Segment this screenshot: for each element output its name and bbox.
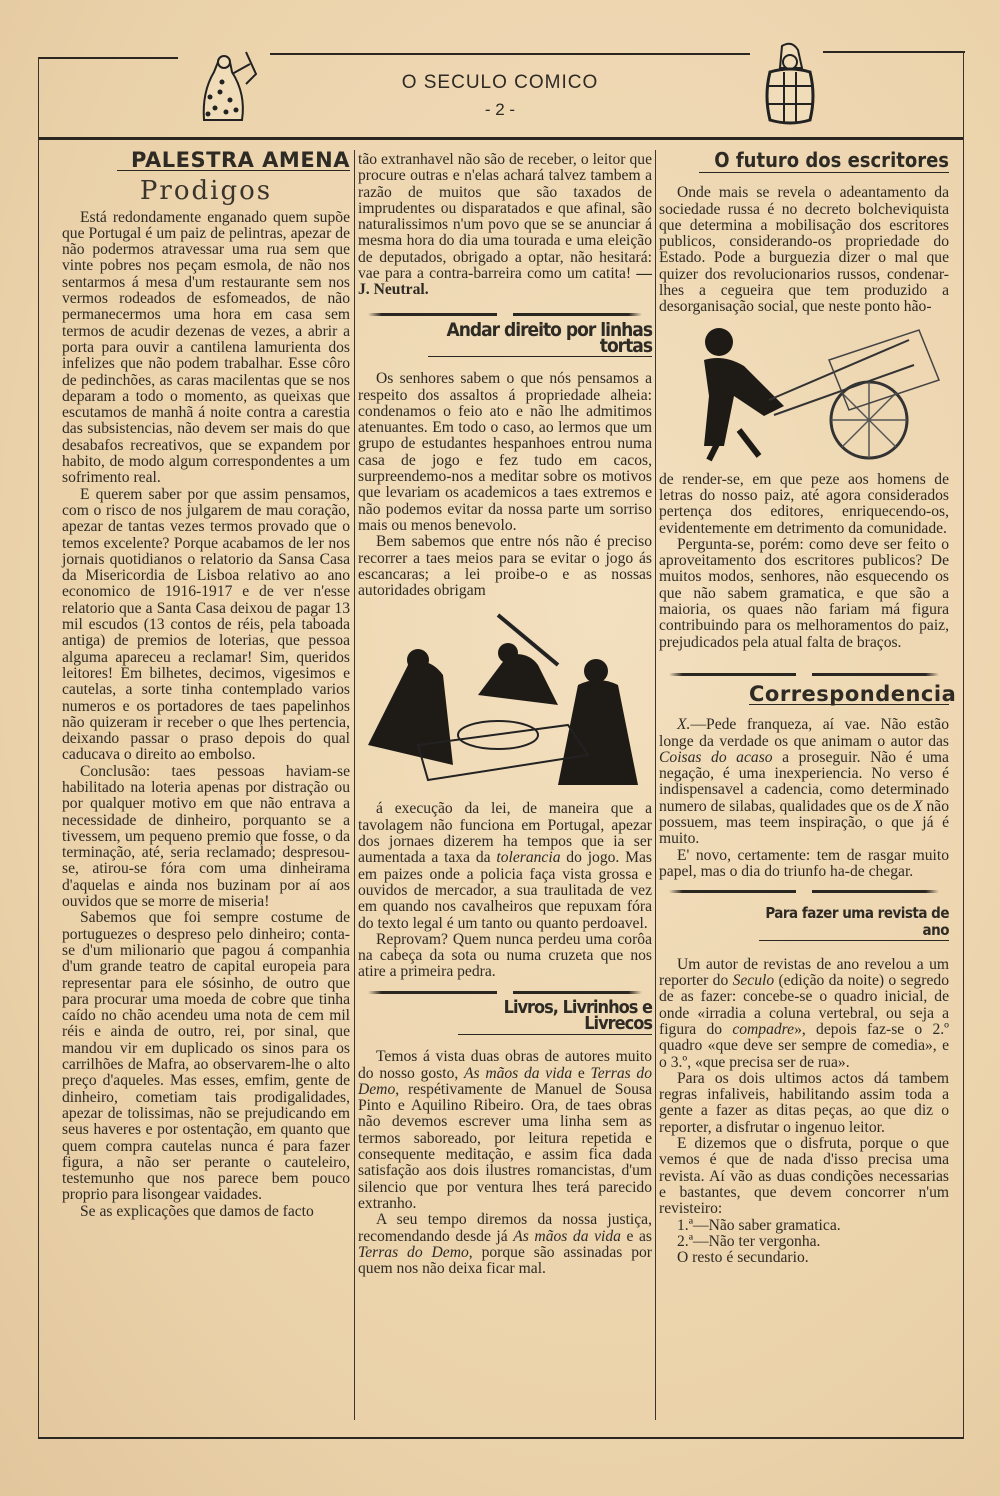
paragraph (358, 1049, 652, 1212)
list-item: 1.ª—Não saber gramatica. (677, 1216, 841, 1234)
section-divider (368, 313, 642, 316)
paragraph: tão extranhavel não são de receber, o leitor que procure outras e n'elas achará talvez tambem a razão de muitos que são taxados de imprudentes ou disparatados e que afinal, são naturalissimos n'um povo que se se anunciar á mesma hora do dia uma tourada e uma eleição de deputados, obrigado a optar, não hesitará: vae para a contra-barreira como um catita! (358, 151, 652, 283)
paragraph: Pergunta-se, porém: como deve ser feito o aproveitamento dos escritores publicos? De muitos modos, senhores, não esquecendo os que não sabem gramatica, e que são a maioria, os quaes não fariam má figura contribuindo para os melhoramentos do paiz, prejudicados pela atual falta de braços. (659, 535, 949, 651)
header-rule (823, 51, 965, 53)
text: , respétivamente de Manuel de Sousa Pinto e Aquilino Ribeiro. Ora, de taes obras não devemos escrever uma linha sem as termos saboreado, por leitura repetida e consequente meditação, e assim fica dada satisfação aos dois ilustres romancistas, d'um silencio que por ventura lhes terá parecido extranho. (358, 1080, 652, 1212)
section-heading: PALESTRA AMENA (117, 152, 350, 171)
article-title: Para fazer uma revista de ano (759, 905, 949, 941)
list-item: 2.ª—Não ter vergonha. (677, 1232, 821, 1250)
article-title: O futuro dos escritores (714, 148, 949, 172)
footer-rule (38, 1437, 963, 1439)
paragraph: Bem sabemos que entre nós não é preciso recorrer a taes meios para se evitar o jogo ás escancaras; a lei proibe-o e as nossas autoridades obrigam (358, 533, 652, 600)
man-pulling-cart-illustration (659, 320, 949, 468)
text: —Pede franqueza, aí vae. Não estão longe da verdade os que animam o autor das (659, 716, 949, 750)
paragraph (358, 801, 652, 931)
text: », depois faz-se o 2.º quadro «que deve ser sempre de comedia», e o 3.º, «que precisa ser de rua». (659, 1020, 949, 1071)
text: (edição da noite) o segredo de as fazer: concebe-se o quadro inicial, de onde «irradia a coluna vertebral, ou seja a figura do (659, 972, 949, 1038)
article-title: Correspondencia (749, 681, 957, 706)
book-title: Terras do Demo (358, 1243, 469, 1261)
text: e (572, 1064, 591, 1082)
paragraph: E dizemos que o disfruta, porque o que vemos é que de nada d'isso precisa uma revista. Aí vão as duas condições necessarias e bastantes, que devem concorrer n'um revisteiro: (659, 1135, 949, 1218)
students-smashing-gambling-table-illustration (358, 605, 652, 795)
paragraph: Para os dois ultimos actos dá tambem regras infaliveis, habilitando assim toda a gente a fazer as ditas peças, ao que diz o reporter, a disfrutar o ingenuo leitor. (659, 1069, 949, 1136)
paragraph: Os senhores sabem o que nós pensamos a respeito dos assaltos á propriedade alheia: condenamos o feio ato e não lhe admitimos atenuantes. Em todo o caso, ao lermos que um grupo de estudantes hespanhoes entrou numa casa de jogo e fez tudo em cacos, surpreendemo-nos a meditar sobre os motivos que levariam os academicos a taes extremos e não podemos evitar da nossa parte um sorriso mais ou menos benevolo. (358, 370, 652, 534)
column-2 (358, 152, 652, 1277)
text: a proseguir. Não é uma negação, é uma inexperiencia. No verso é indispensavel a cadencia, como determinado numero de silabas, qualidades que os de (659, 748, 949, 815)
italic-text: Coisas do acaso (659, 748, 773, 766)
section-divider (669, 890, 939, 893)
italic-text: compadre (732, 1020, 795, 1038)
text: , porque são assinadas por quem nos não deixa ficar mal. (358, 1243, 653, 1278)
column-separator (354, 150, 355, 1420)
header-bottom-rule (38, 137, 963, 140)
column-3 (659, 148, 957, 1267)
text: do jogo. Mas em paizes onde a policia faça vista grossa e ouvidos de mercador, a sua traulitada de vez em quando nos cavalheiros que repuxam fóra do texto legal é um tanto ou quanto perdoavel. (358, 849, 652, 932)
paragraph: de render-se, em que peze aos homens de letras do nosso paiz, até agora considerados pertença dos editores, enriquecendo-os, evidentemente em detrimento da comunidade. (659, 470, 949, 537)
book-title: Terras do Demo (358, 1064, 652, 1098)
section-divider (669, 673, 939, 676)
paragraph (659, 717, 949, 847)
column-1 (62, 148, 350, 1220)
text: A seu tempo diremos da nossa justiça, recomendando desde já (358, 1211, 652, 1245)
page-number: - 2 - (484, 100, 516, 119)
signature: — J. Neutral. (358, 265, 652, 299)
paragraph: Sabemos que foi sempre costume de portuguezes o despreso pelo dinheiro; conta-se d'um milionario que pagou á companhia d'um grande teatro de capital europeia para representar para ele sósinho, de outro que para procurar uma moeda de cobre que tinha caído no chão acendeu uma nota de cem mil réis e ainda de outro, rei, por sinal, que mandou vir em duplicado os sinos para os carrilhões de Mafra, ao observarem-lhe o alto preço d'aqueles. Mas esses, emfim, gente de dinheiro, cometiam tais prodigalidades, apezar de tolissimas, não se prejudicando em seus haveres e por ostentação, em quanto que quem compra cautelas nunca é para fazer figura, a não ser perante o cauteleiro, testemunho que nos parece bem pouco proprio para lisongear vaidades. (62, 909, 350, 1204)
paragraph: Onde mais se revela o adeantamento da sociedade russa é no decreto bolcheviquista que determina a mobilisação dos escritores publicos, considerando-os propriedade do Estado. Pode a burguezia dizer o mal que quizer dos revolucionarios russos, condenar-lhes a cegueira que tem produzido a desorganisação social, que neste ponto hão- (659, 184, 949, 316)
paragraph: E querem saber por que assim pensamos, com o risco de nos julgarem de mau coração, apezar de tantas vezes termos provado que o temos excelente? Porque acabamos de ler nos jornais quotidianos o relatorio da Sansa Casa da Misericordia de Lisboa relativo ao ano economico de 1916-1917 e de ver n'esse relatorio que a Santa Casa deixou de pagar 13 mil escudos (13 contos de réis, pela taboada antiga) de premios de loterias, que pessoa alguma apareceu a reclamar! Sim, queridos leitores! Em bilhetes, decimos, vigesimos e cautelas, a sorte tinha contemplado varios numeros e os portadores de taes papelinhos não quizeram ir receber o que lhes pertencia, deixando passar o praso depois do qual caducava o direito ao embolso. (62, 485, 350, 764)
italic-text: X (913, 797, 923, 815)
article-title: Prodigos (139, 176, 273, 207)
header-rule (38, 57, 178, 59)
paragraph: O resto é secundario. (677, 1249, 809, 1267)
text: não possuem, mas teem inspiração, o que já é muito. (659, 797, 949, 848)
book-title: As mãos da vida (464, 1064, 573, 1082)
text: Um autor de revistas de ano revelou a um reporter do (659, 955, 949, 990)
text: e as (620, 1227, 652, 1245)
italic-text: X. (677, 716, 691, 734)
paragraph: Está redondamente enganado quem supõe que Portugal é um paiz de pelintras, apezar de não podermos atravessar uma rua sem que vinte pobres nos peçam esmola, de não nos sentarmos á mesa d'um restaurante sem nos vermos rodeados de esfomeados, de não permanecermos uma hora em casa sem termos de acudir dezenas de vezes, a abrir a porta para ouvir a cantilena lamurienta dos infelizes que não podem trabalhar. Esse côro de pedinchões, as caras macilentas que se nos deparam a todo o momento, as queixas que escutamos de manhã á noite contra a carestia das subsistencias, não devem ser mais do que desabafos recreativos, que se expandem por habito, de modo algum correspondentes a um sofrimento real. (62, 208, 350, 487)
article-title: Andar direito por linhas tortas (428, 322, 652, 358)
frame-left (38, 57, 39, 1439)
article-title: Livros, Livrinhos e Livrecos (458, 1000, 652, 1036)
frame-right (963, 51, 964, 1439)
newspaper-title: O SECULO COMICO (401, 72, 599, 93)
paragraph: E' novo, certamente: tem de rasgar muito papel, mas o dia do triunfo ha-de chegar. (659, 846, 949, 880)
header-rule (270, 53, 750, 55)
paragraph (659, 957, 949, 1071)
paragraph: Se as explicações que damos de facto (80, 1202, 314, 1220)
column-separator (655, 150, 656, 1420)
section-divider (368, 991, 642, 994)
italic-text: Seculo (732, 972, 775, 990)
text: á execução da lei, de maneira que a tavolagem não funciona em Portugal, apezar dos jornaes dizerem ha tempos que ia ser aumentada a taxa da (358, 800, 652, 867)
paragraph (358, 1212, 652, 1277)
book-title: As mãos da vida (513, 1227, 621, 1245)
italic-text: tolerancia (496, 849, 561, 867)
text: Temos á vista duas obras de autores muito do nosso gosto, (358, 1048, 652, 1082)
paragraph: Conclusão: taes pessoas haviam-se habilitado na loteria apenas por distração ou por qualquer motivo em que não entrava a necessidade de dinheiro, porquanto se a tivessem, um pequeno premio que fosse, o da terminação, até, seria reclamado; despresou-se, atirou-se fóra com uma dinheirama d'aquelas e ainda nos buzinam por aí aos ouvidos que se morre de miseria! (62, 762, 350, 911)
paragraph: Reprovam? Quem nunca perdeu uma corôa na cabeça da sota ou numa cruzeta que nos atire a primeira pedra. (358, 930, 652, 981)
